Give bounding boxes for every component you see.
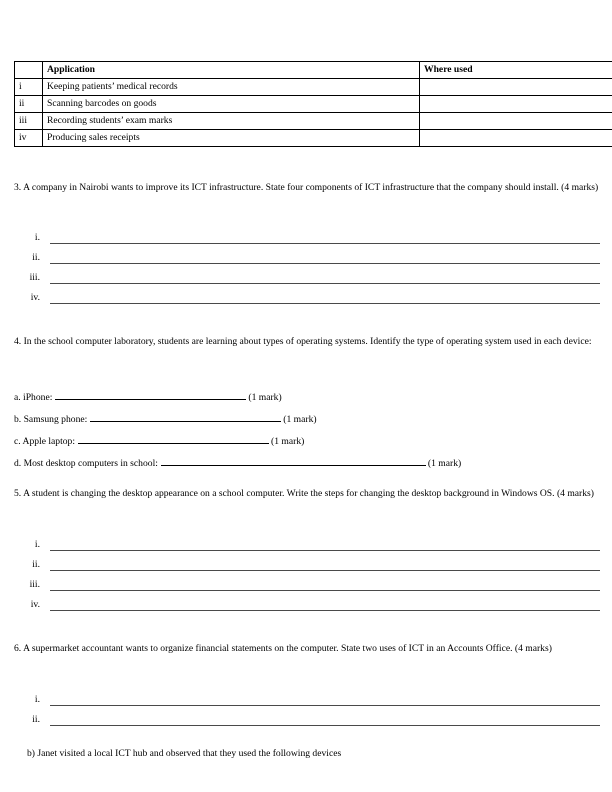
table-row (15, 96, 612, 113)
answer-blank-line[interactable] (50, 610, 600, 611)
answer-numeral: i. (34, 232, 40, 243)
table-cell-where-used[interactable] (420, 96, 612, 113)
answer-numeral: ii. (32, 559, 40, 570)
table-cell-application: Recording students’ exam marks (43, 113, 420, 130)
question-5-text: 5. A student is changing the desktop appearance on a school computer. Write the steps for changing the desktop background in Windows OS. (4 marks) (14, 488, 594, 499)
answer-numeral: ii. (32, 714, 40, 725)
question-4-text: 4. In the school computer laboratory, students are learning about types of operating systems. Identify the type of operating system used in each device: (14, 336, 592, 347)
fill-label: d. Most desktop computers in school: (14, 458, 158, 469)
fill-marks: (1 mark) (248, 392, 282, 403)
answer-blank-line[interactable] (50, 590, 600, 591)
question-3-text: 3. A company in Nairobi wants to improve its ICT infrastructure. State four components of ICT infrastructure that the company should install. (4 marks) (14, 182, 599, 193)
answer-blank-line[interactable] (50, 550, 600, 551)
question-4-item-c (14, 432, 602, 452)
answer-blank-line[interactable] (50, 570, 600, 571)
fill-blank-input[interactable] (78, 432, 269, 444)
fill-blank-input[interactable] (161, 454, 426, 466)
application-table (14, 61, 612, 147)
table-cell-application: Scanning barcodes on goods (43, 96, 420, 113)
answer-numeral: iv. (30, 292, 40, 303)
fill-marks: (1 mark) (427, 458, 462, 469)
answer-numeral: i. (34, 694, 40, 705)
answer-blank-line[interactable] (50, 283, 600, 284)
table-row (15, 79, 612, 96)
question-3-answer-row-1 (14, 232, 602, 252)
table-cell-application: Producing sales receipts (43, 130, 420, 147)
fill-label: b. Samsung phone: (14, 414, 88, 425)
fill-label: a. iPhone: (14, 392, 53, 403)
question-6-text: 6. A supermarket accountant wants to organize financial statements on the computer. State two uses of ICT in an Accounts Office. (4 marks) (14, 643, 552, 654)
table-cell-num: iv (15, 130, 43, 147)
question-3-answer-row-4 (14, 292, 602, 312)
table-header-application: Application (43, 62, 420, 79)
question-5-answer-row-4 (14, 599, 602, 619)
fill-blank-input[interactable] (90, 410, 281, 422)
fill-marks: (1 mark) (283, 414, 317, 425)
fill-marks: (1 mark) (271, 436, 305, 447)
answer-blank-line[interactable] (50, 263, 600, 264)
table-cell-where-used[interactable] (420, 113, 612, 130)
table-cell-num: iii (15, 113, 43, 130)
table-cell-where-used[interactable] (420, 130, 612, 147)
question-4-item-a (14, 388, 602, 408)
answer-blank-line[interactable] (50, 725, 600, 726)
answer-blank-line[interactable] (50, 705, 600, 706)
table-cell-num: i (15, 79, 43, 96)
question-4-item-b (14, 410, 602, 430)
fill-blank-input[interactable] (55, 388, 246, 400)
fill-label: c. Apple laptop: (14, 436, 76, 447)
question-6-subsection-b: b) Janet visited a local ICT hub and observed that they used the following devices (27, 748, 342, 759)
answer-numeral: i. (34, 539, 40, 550)
answer-blank-line[interactable] (50, 303, 600, 304)
answer-numeral: ii. (32, 252, 40, 263)
answer-blank-line[interactable] (50, 243, 600, 244)
table-header-row (15, 62, 612, 79)
question-5-answer-row-1 (14, 539, 602, 559)
question-6-answer-row-2 (14, 714, 602, 734)
question-5-answer-row-2 (14, 559, 602, 579)
table-row (15, 113, 612, 130)
table-cell-num: ii (15, 96, 43, 113)
table-header-num (15, 62, 43, 79)
answer-numeral: iii. (29, 579, 40, 590)
question-4-item-d (14, 454, 602, 474)
answer-numeral: iv. (30, 599, 40, 610)
question-3-answer-row-2 (14, 252, 602, 272)
question-5-answer-row-3 (14, 579, 602, 599)
answer-numeral: iii. (29, 272, 40, 283)
question-6-answer-row-1 (14, 694, 602, 714)
question-3-answer-row-3 (14, 272, 602, 292)
table-row (15, 130, 612, 147)
table-header-where-used: Where used (420, 62, 612, 79)
table-cell-application: Keeping patients’ medical records (43, 79, 420, 96)
table-cell-where-used[interactable] (420, 79, 612, 96)
